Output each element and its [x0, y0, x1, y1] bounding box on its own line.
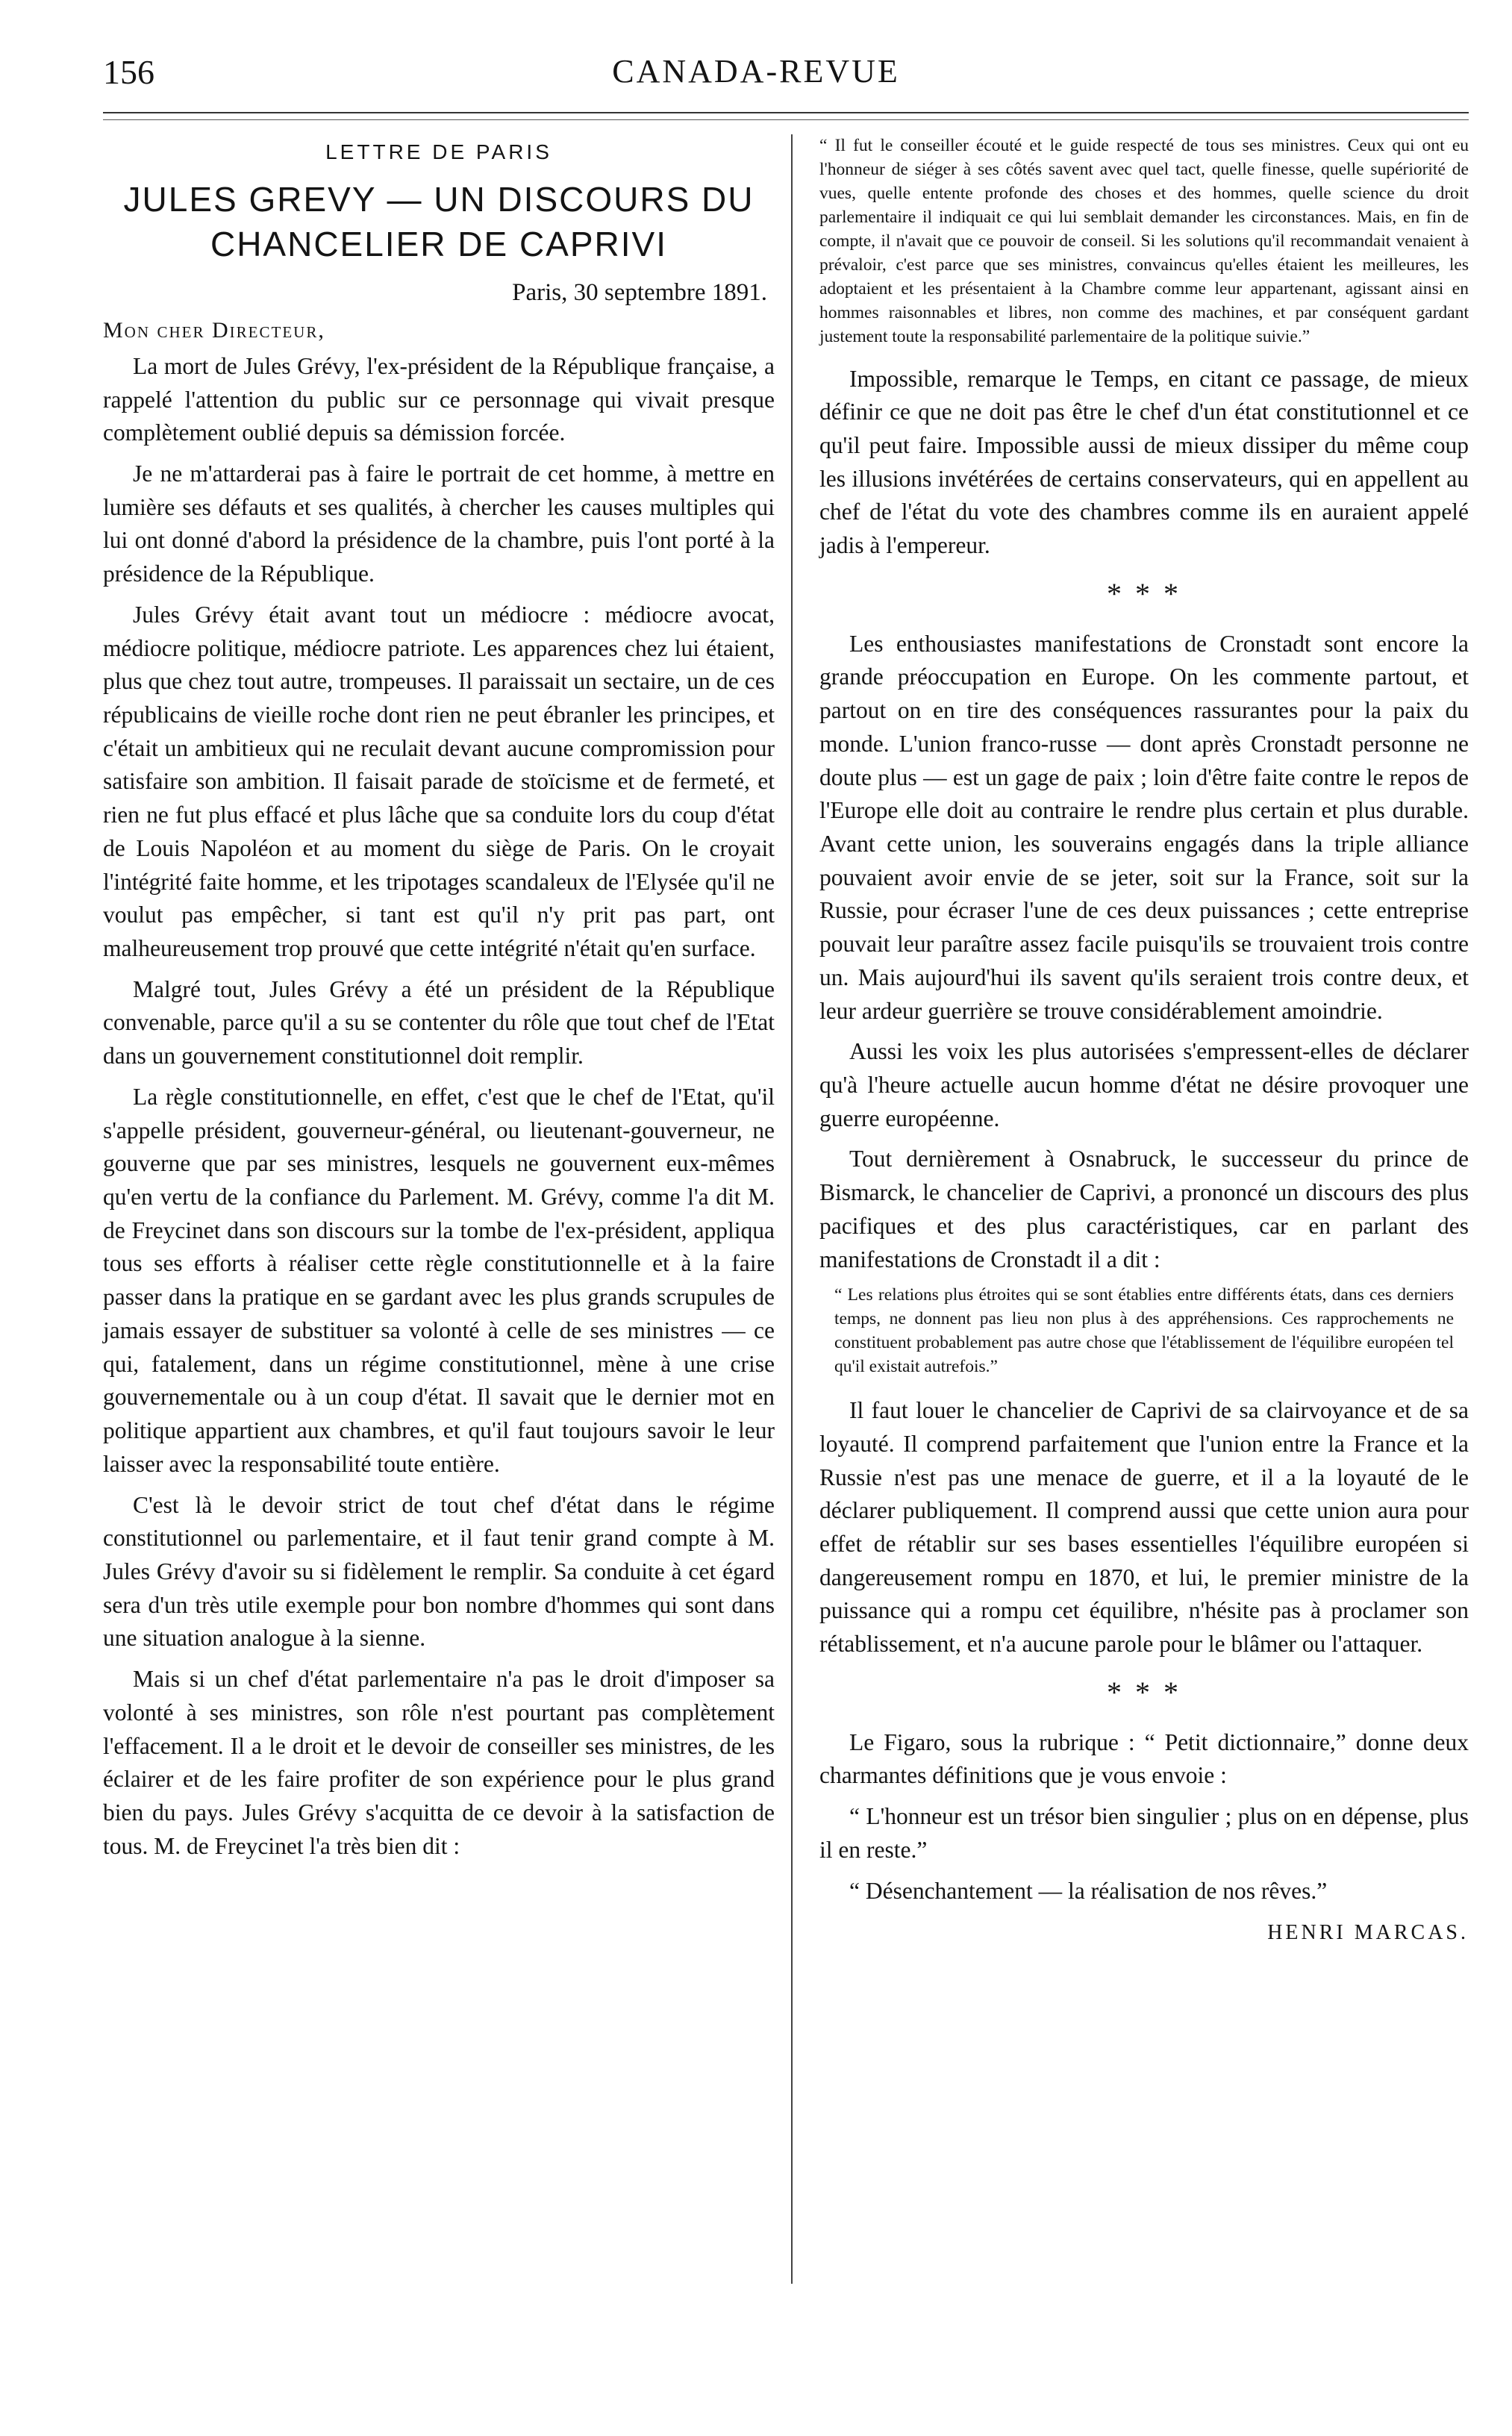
left-column	[103, 134, 775, 1870]
header-rule-thin	[103, 119, 1469, 120]
running-title: CANADA-REVUE	[612, 53, 900, 90]
dateline: Paris, 30 septembre 1891.	[512, 279, 767, 307]
figaro-intro: Le Figaro, sous la rubrique : “ Petit dictionnaire,” donne deux charmantes définitions que je vous envoie :	[819, 1728, 1469, 1789]
header-rule	[103, 112, 1469, 113]
paragraph: La mort de Jules Grévy, l'ex-président de la République française, a rappelé l'attention du public sur ce personnage qui vivait presque complètement oublié depuis sa démission forcée.	[103, 352, 775, 446]
freycinet-quote: “ Il fut le conseiller écouté et le guide respecté de tous ses ministres. Ceux qui ont eu l'honneur de siéger à ses côtés savent avec quel tact, quelle finesse, quelle supériorité de vues, quelle entente profonde des choses et des hommes, quelle science du droit parlementaire il indiquait ce qui lui semblait demander les circonstances. Mais, en fin de compte, il n'avait que ce pouvoir de conseil. Si les solutions qu'il recommandait venaient à prévaloir, c'est parce que ses ministres, convaincus qu'elles étaient les meilleures, les adoptaient et les présentaient à la Chambre comme leur appartenant, agissant ainsi en hommes raisonnables et libres, non comme des machines, et par conséquent gardant justement toute la responsabilité parlementaire de la politique suivie.”	[819, 136, 1469, 346]
salutation: Mon cher Directeur,	[103, 318, 325, 343]
section-separator-stars: * * *	[1107, 1675, 1181, 1709]
paragraph: Les enthousiastes manifestations de Cronstadt sont encore la grande préoccupation en Europe. On les commente partout, et partout on en tire des conséquences rassurantes pour la paix du monde. L'union franco-russe — dont après Cronstadt personne ne doute plus — est un gage de paix ; loin d'être faite contre le repos de l'Europe elle doit au contraire le rendre plus certain et plus durable. Avant cette union, les souverains engagés dans la triple alliance pouvaient avoir envie de se jeter, soit sur la France, soit sur la Russie, pour écraser l'une de ces deux puissances ; cette entreprise pouvait leur paraître assez facile puisqu'ils se trouvaient trois contre un. Mais aujourd'hui ils savent qu'ils seraient trois contre deux, et leur ardeur guerrière se trouve considérablement amoindrie.	[819, 630, 1469, 1024]
definition: “ Désenchantement — la réalisation de nos rêves.”	[849, 1877, 1328, 1904]
paragraph: C'est là le devoir strict de tout chef d'état dans le régime constitutionnel ou parlementaire, et il faut tenir grand compte à M. Jules Grévy d'avoir su si fidèlement le remplir. Sa conduite à cet égard sera d'un très utile exemple pour bon nombre d'hommes qui sont dans une situation analogue à la sienne.	[103, 1491, 775, 1652]
paragraph: Impossible, remarque le Temps, en citant ce passage, de mieux définir ce que ne doit pas être le chef d'un état constitutionnel et ce qu'il peut faire. Impossible aussi de mieux dissiper du même coup les illusions invétérées de certains conservateurs, qui en appellent au chef de l'état du vote des chambres comme ils en auraient appelé jadis à l'empereur.	[819, 365, 1469, 559]
author-signature: HENRI MARCAS.	[1267, 1921, 1469, 1945]
page-number: 156	[103, 53, 154, 91]
paragraph: Aussi les voix les plus autorisées s'empressent-elles de déclarer qu'à l'heure actuelle aucun homme d'état ne désire provoquer une guerre européenne.	[819, 1038, 1469, 1131]
section-kicker: LETTRE DE PARIS	[325, 140, 552, 163]
column-divider	[791, 134, 793, 2284]
paragraph: Mais si un chef d'état parlementaire n'a pas le droit d'imposer sa volonté à ses ministres, son rôle n'est pourtant pas complètement l'effacement. Il a le droit et le devoir de conseiller ses ministres, de les éclairer et de les faire profiter de son expérience pour le plus grand bien du pays. Jules Grévy s'acquitta de ce devoir à la satisfaction de tous. M. de Freycinet l'a très bien dit :	[103, 1666, 775, 1859]
section-separator-stars: * * *	[1107, 576, 1181, 610]
caprivi-quote: “ Les relations plus étroites qui se sont établies entre différents états, dans ces derniers temps, ne donnent pas lieu non plus à des appréhensions. Ces rapprochements ne constituent probablement pas autre chose que l'établissement de l'équilibre européen tel qu'il existait autrefois.”	[834, 1285, 1454, 1377]
definition: “ L'honneur est un trésor bien singulier ; plus on en dépense, plus il en reste.”	[819, 1803, 1469, 1863]
paragraph: Malgré tout, Jules Grévy a été un président de la République convenable, parce qu'il a su se contenter du rôle que tout chef de l'Etat dans un gouvernement constitutionnel doit remplir.	[103, 975, 775, 1069]
paragraph: Tout dernièrement à Osnabruck, le successeur du prince de Bismarck, le chancelier de Caprivi, a prononcé un discours des plus pacifiques et des plus caractéristiques, car en parlant des manifestations de Cronstadt il a dit :	[819, 1146, 1469, 1272]
article-headline: JULES GREVY — UN DISCOURS DU CHANCELIER DE CAPRIVI	[123, 179, 755, 263]
paragraph: Jules Grévy était avant tout un médiocre : médiocre avocat, médiocre politique, médiocre patriote. Les apparences chez lui étaient, plus que chez tout autre, trompeuses. Il paraissait un sectaire, un de ces républicains de vieille roche dont rien ne peut ébranler les principes, et c'était un ambitieux qui ne reculait devant aucune compromission pour satisfaire son ambition. Il faisait parade de stoïcisme et de fermeté, et rien ne fut plus effacé et plus lâche que sa conduite lors du coup d'état de Louis Napoléon et au moment du siège de Paris. On le croyait l'intégrité faite homme, et les tripotages scandaleux de l'Elysée qu'il ne voulut pas empêcher, si tant est qu'il n'y prit pas part, ont malheureusement trop prouvé que cette intégrité n'était qu'en surface.	[103, 601, 775, 962]
right-column	[819, 134, 1469, 1948]
paragraph: Il faut louer le chancelier de Caprivi de sa clairvoyance et de sa loyauté. Il comprend parfaitement que l'union entre la France et la Russie n'est pas une menace de guerre, et il a la loyauté de le déclarer publiquement. Il comprend aussi que cette union aura pour effet de rétablir sur ses bases essentielles l'équilibre européen si dangereusement rompu en 1870, et lui, le premier ministre de la puissance qui a rompu cet équilibre, n'hésite pas à proclamer son rétablissement, et n'a aucune parole pour le blâmer ou l'attaquer.	[819, 1397, 1469, 1658]
paragraph: La règle constitutionnelle, en effet, c'est que le chef de l'Etat, qu'il s'appelle président, gouverneur-général, ou lieutenant-gouverneur, ne gouverne que par ses ministres, lesquels ne gouvernent eux-mêmes qu'en vertu de la confiance du Parlement. M. Grévy, comme l'a dit M. de Freycinet dans son discours sur la tombe de l'ex-président, appliqua tous ses efforts à réaliser cette règle constitutionnelle et à la faire passer dans la pratique en se gardant avec les plus grands scrupules de jamais essayer de substituer sa volonté à celle de ses ministres — ce qui, fatalement, dans un régime constitutionnel, mène à une crise gouvernementale ou à un coup d'état. Il savait que le dernier mot en politique appartient aux chambres, et qu'il faut toujours savoir le leur laisser avec la responsabilité toute entière.	[103, 1083, 775, 1477]
paragraph: Je ne m'attarderai pas à faire le portrait de cet homme, à mettre en lumière ses défauts et ses qualités, à chercher les causes multiples qui lui ont donné d'abord la présidence de la chambre, puis l'ont porté à la présidence de la République.	[103, 460, 775, 587]
